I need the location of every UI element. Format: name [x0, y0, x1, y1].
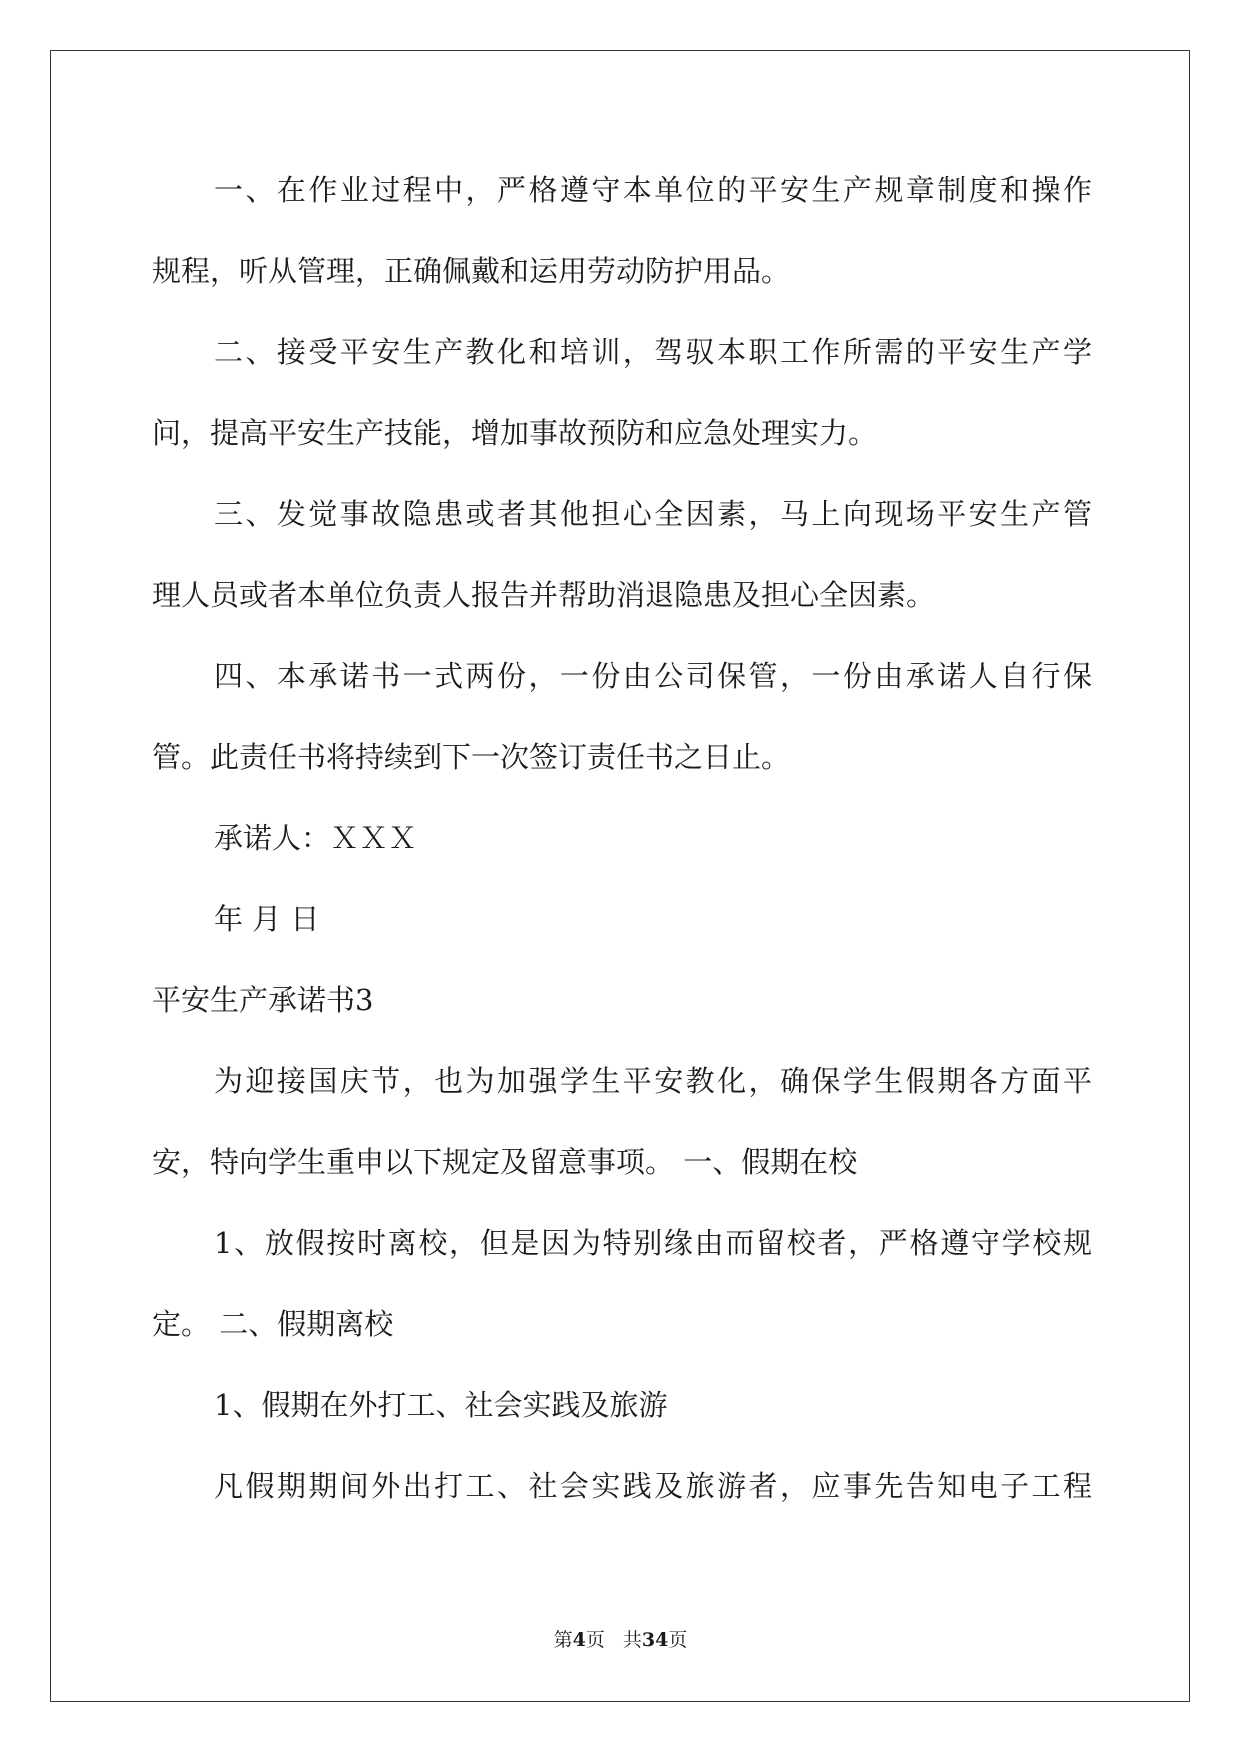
total-pages: 34: [641, 1629, 669, 1651]
paragraph-line: 四、本承诺书一式两份，一份由公司保管，一份由承诺人自行保: [214, 659, 1092, 693]
paragraph-line: 凡假期期间外出打工、社会实践及旅游者，应事先告知电子工程: [214, 1469, 1092, 1503]
paragraph-line: 理人员或者本单位负责人报告并帮助消退隐患及担心全因素。: [152, 578, 936, 612]
paragraph-line: 规程，听从管理，正确佩戴和运用劳动防护用品。: [152, 254, 791, 288]
date-line: 年 月 日: [214, 902, 320, 936]
footer-page-suffix: 页: [585, 1629, 605, 1651]
paragraph-line: 1、假期在外打工、社会实践及旅游: [214, 1388, 668, 1422]
page-footer: [0, 1628, 1241, 1652]
paragraph-line: 管。此责任书将持续到下一次签订责任书之日止。: [152, 740, 791, 774]
section-title: 平安生产承诺书3: [152, 983, 374, 1017]
paragraph-line: 安，特向学生重申以下规定及留意事项。 一、假期在校: [152, 1145, 858, 1179]
signatory-line: 承诺人：ＸＸＸ: [214, 821, 418, 855]
paragraph-line: 为迎接国庆节，也为加强学生平安教化，确保学生假期各方面平: [214, 1064, 1092, 1098]
paragraph-line: 定。 二、假期离校: [152, 1307, 394, 1341]
paragraph-line: 二、接受平安生产教化和培训，驾驭本职工作所需的平安生产学: [214, 335, 1092, 369]
page-border: [50, 50, 1190, 1702]
paragraph-line: 一、在作业过程中，严格遵守本单位的平安生产规章制度和操作: [214, 173, 1092, 207]
footer-total-suffix: 页: [668, 1629, 688, 1651]
page-number: 4: [572, 1629, 586, 1651]
paragraph-line: 问，提高平安生产技能，增加事故预防和应急处理实力。: [152, 416, 878, 450]
paragraph-line: 三、发觉事故隐患或者其他担心全因素，马上向现场平安生产管: [214, 497, 1092, 531]
footer-total-prefix: 共: [622, 1629, 642, 1651]
footer-prefix: 第: [553, 1629, 573, 1651]
paragraph-line: 1、放假按时离校，但是因为特别缘由而留校者，严格遵守学校规: [214, 1226, 1092, 1260]
